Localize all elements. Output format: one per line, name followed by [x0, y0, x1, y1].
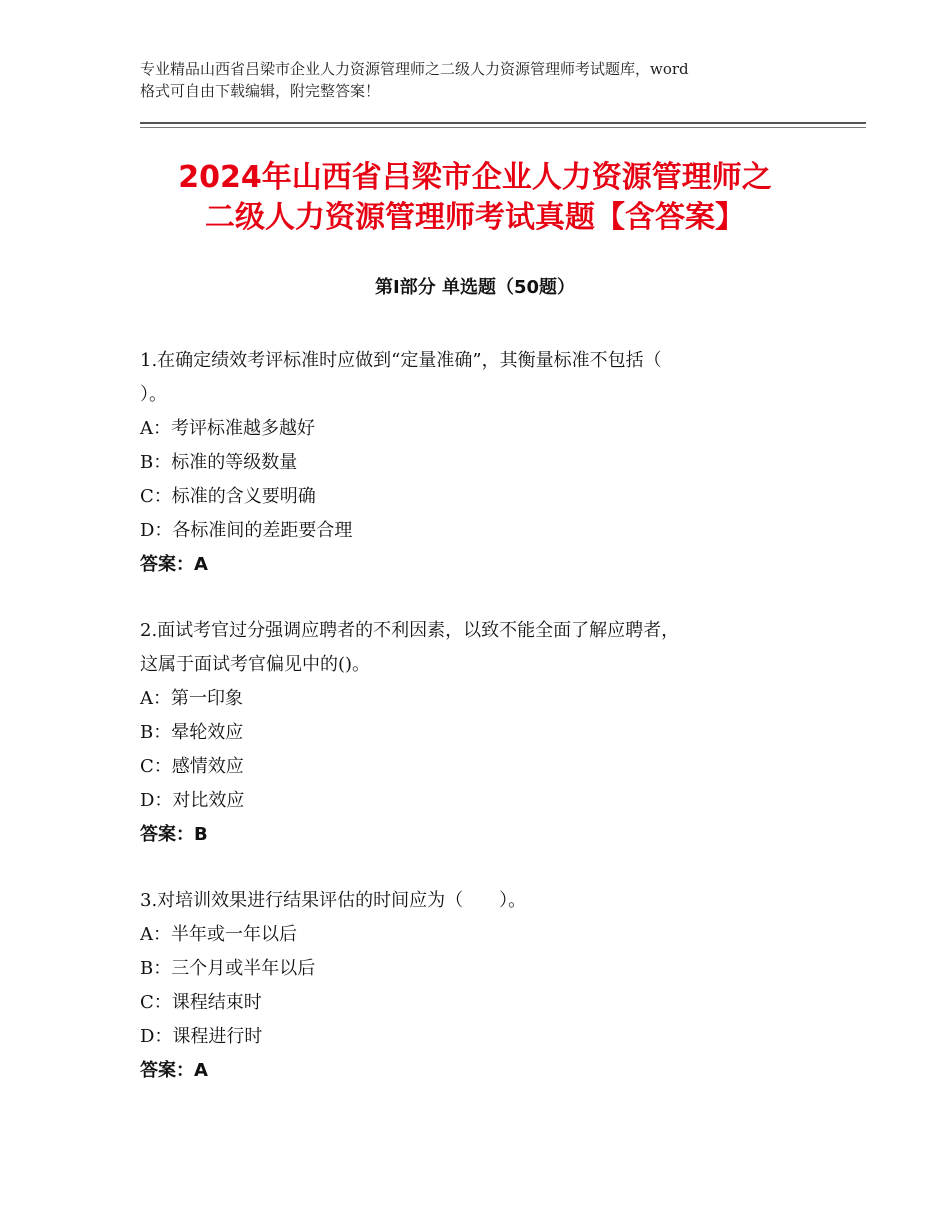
section-heading: 第I部分 单选题（50题） [374, 277, 575, 298]
option-a: A：半年或一年以后 [140, 924, 297, 945]
question-item [140, 884, 840, 1088]
option-b: B：三个月或半年以后 [140, 958, 316, 979]
option-b: B：晕轮效应 [140, 722, 244, 743]
question-list [140, 344, 840, 1120]
option-a: A：考评标准越多越好 [140, 418, 315, 439]
option-d: D：对比效应 [140, 790, 245, 811]
header-note [140, 58, 840, 102]
option-c: C：标准的含义要明确 [140, 486, 316, 507]
document-title-line-1: 2024年山西省吕梁市企业人力资源管理师之 [178, 160, 772, 195]
option-d: D：各标准间的差距要合理 [140, 520, 353, 541]
question-item [140, 344, 840, 582]
header-note-line-2: 格式可自由下载编辑，附完整答案！ [140, 82, 381, 100]
header-divider-thin [140, 127, 866, 128]
question-stem-line: 这属于面试考官偏见中的()。 [140, 654, 371, 675]
question-stem-line: ）。 [140, 384, 167, 405]
option-c: C：感情效应 [140, 756, 244, 777]
option-d: D：课程进行时 [140, 1026, 263, 1047]
document-title [100, 158, 850, 238]
document-title-line-2: 二级人力资源管理师考试真题【含答案】 [205, 200, 745, 235]
option-c: C：课程结束时 [140, 992, 262, 1013]
question-item [140, 614, 840, 852]
answer-line: 答案：A [140, 1060, 208, 1081]
question-stem-line: 2.面试考官过分强调应聘者的不利因素，以致不能全面了解应聘者， [140, 620, 680, 641]
question-stem-line: 1.在确定绩效考评标准时应做到“定量准确”，其衡量标准不包括（ [140, 350, 662, 371]
answer-line: 答案：B [140, 824, 208, 845]
option-b: B：标准的等级数量 [140, 452, 298, 473]
header-divider-thick [140, 122, 866, 124]
answer-line: 答案：A [140, 554, 208, 575]
question-stem-line: 3.对培训效果进行结果评估的时间应为（ ）。 [140, 890, 527, 911]
option-a: A：第一印象 [140, 688, 243, 709]
header-note-line-1: 专业精品山西省吕梁市企业人力资源管理师之二级人力资源管理师考试题库，word [140, 60, 689, 78]
